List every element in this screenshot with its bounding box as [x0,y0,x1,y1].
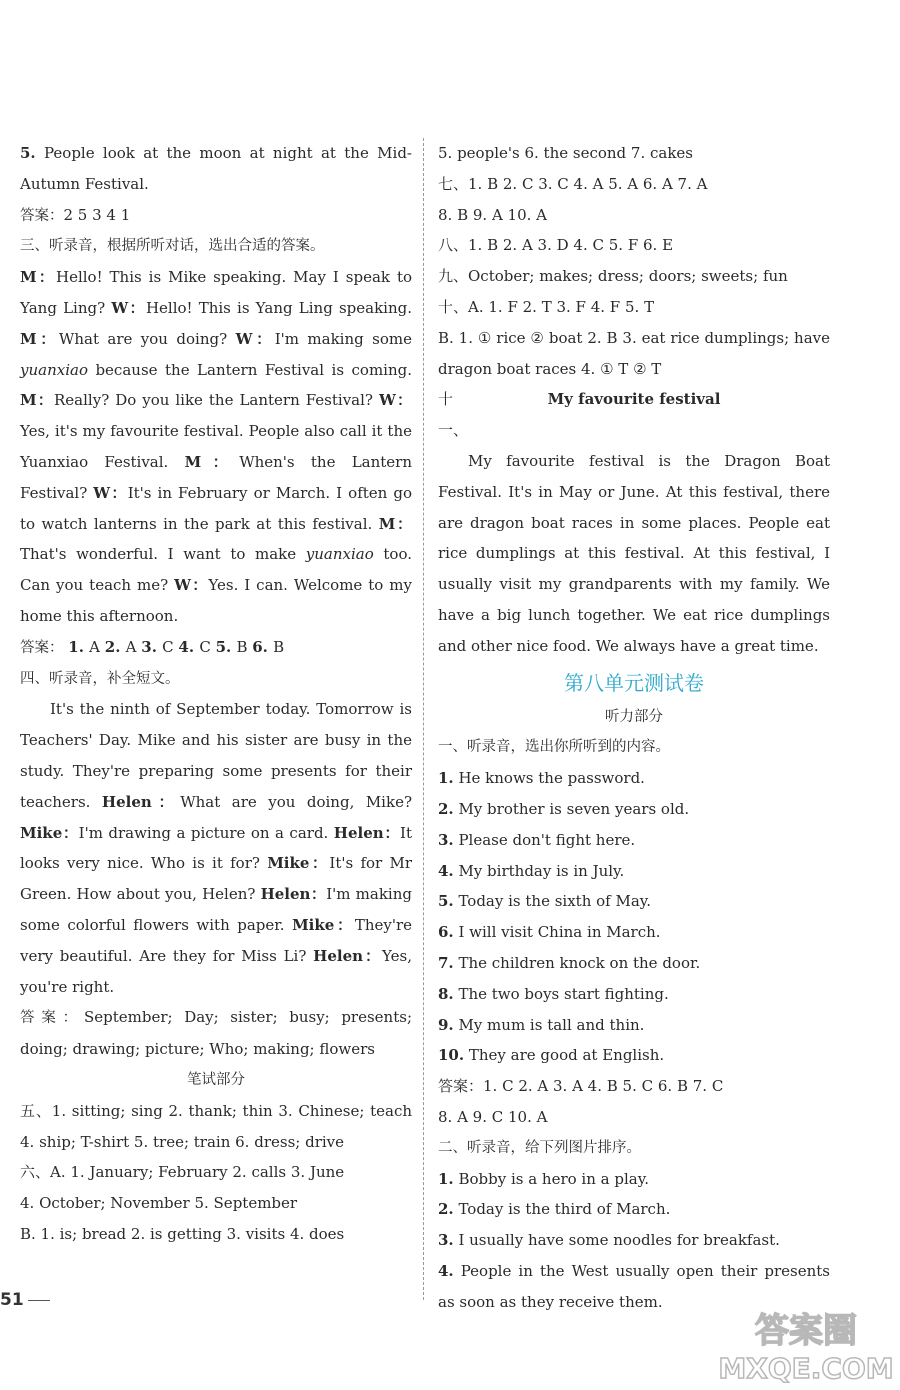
column-divider [423,138,424,1300]
answer-num: 5. [215,637,237,656]
item-text: He knows the password. [458,769,645,788]
answer-num: 2. [104,637,126,656]
item-number: 4. [438,1261,454,1280]
passage-section4 [20,694,412,1002]
item-text: I will visit China in March. [458,923,661,942]
listening-part-title: 听力部分 [605,708,663,725]
item-number: 2. [438,799,454,818]
speech-text: That's wonderful. I want to make [20,545,306,564]
right-column [438,138,830,1317]
left-column [20,138,412,1250]
section-6-line3: B. 1. is; bread 2. is getting 3. visits 4. does [20,1224,345,1243]
essay-title-row [438,384,830,446]
list-item [438,979,830,1010]
item-number: 6. [438,923,454,942]
section-10a-answers: 十、A. 1. F 2. T 3. F 4. F 5. T [438,297,655,316]
item-number: 2. [438,1200,454,1219]
answer-values: September; Day; sister; busy; presents; doing; drawing; picture; Who; making; flowers [20,1008,412,1059]
item-text: Today is the third of March. [458,1200,671,1219]
item-text: They are good at English. [468,1046,665,1065]
speaker-label: Mike： [267,854,330,873]
item-number: 3. [438,830,454,849]
answer-line-section4 [20,1002,412,1065]
dialogue-section3 [20,262,412,632]
section-7-answers: 七、1. B 2. C 3. C 4. A 5. A 6. A 7. A [438,174,708,193]
item-number: 1. [438,1169,454,1188]
item-text: I usually have some noodles for breakfast. [458,1231,780,1250]
item-text: My mum is tall and thin. [458,1015,645,1034]
item-number: 10. [438,1046,465,1065]
list-item [438,763,830,794]
page-number-text: 51 [0,1290,24,1310]
answer-num: 3. [141,637,163,656]
speaker-label: Helen： [333,823,401,842]
speech-text: I'm drawing a picture on a card. [78,823,334,842]
speaker-label: M： [20,329,59,348]
answer-val: A [89,637,105,656]
speaker-label: W： [378,391,412,410]
speaker-label: Helen： [260,885,327,904]
answers-line-r1: 5. people's 6. the second 7. cakes [438,144,693,162]
watermark-logo-text: 答案圈 [755,1311,857,1351]
speech-text: It looks very nice. Who is it for? [20,823,412,873]
speech-text: What are you doing? [58,329,236,348]
unit-8-title: 第八单元测试卷 [564,670,704,695]
item-text: Bobby is a hero in a play. [458,1169,649,1188]
answer-val: A [125,637,142,656]
item-number: 1. [438,769,454,788]
unit8-answer-line1: 答案：1. C 2. A 3. A 4. B 5. C 6. B 7. C [438,1077,724,1096]
speech-text: Yes, it's my favourite festival. People also call it the Yuanxiao Festival. [20,422,412,471]
section-4-heading: 四、听录音，补全短文。 [20,670,180,687]
section-10b-answers: B. 1. ① rice ② boat 2. B 3. eat rice dumplings; have dragon boat races 4. ① T ② T [438,328,830,378]
speech-text: yuanxiao [20,360,88,379]
answer-values: 2 5 3 4 1 [63,205,131,224]
speech-text: When's the Lantern Festival? [20,452,413,502]
answer-num: 1. [68,637,90,656]
answer-label: 答案： [20,639,64,656]
list-item [438,794,830,825]
speaker-label: Mike： [292,915,355,934]
speech-text: yuanxiao [305,545,374,564]
section-6-line2: 4. October; November 5. September [20,1194,298,1213]
speech-text: I'm making some colorful flowers with paper. [20,885,412,934]
speech-text: Yes. I can. Welcome to my home this afternoon. [20,576,412,625]
watermark-url-text: MXQE.COM [718,1352,894,1385]
speaker-label: W： [93,483,128,502]
speaker-label: Helen： [101,792,181,811]
item-number: 4. [438,861,454,880]
unit8-section-2-list [438,1164,830,1318]
answer-val: B [236,637,253,656]
written-part-title: 笔试部分 [187,1071,245,1088]
unit8-section-2-heading: 二、听录音，给下列图片排序。 [438,1139,641,1156]
answer-label: 答案： [20,207,64,224]
item-number: 3. [438,1231,454,1250]
speech-text: Hello! This is Mike speaking. May I speak to Yang Ling? [20,268,412,317]
section-9-answers: 九、October; makes; dress; doors; sweets; fun [438,267,788,286]
item-text: My brother is seven years old. [458,799,690,818]
list-item [438,1164,830,1195]
item-text: The children knock on the door. [458,953,701,972]
answer-line-section2 [20,200,412,232]
answer-val: C [199,637,216,656]
item-number: 9. [438,1015,454,1034]
speech-text: It's the ninth of September today. Tomorrow is Teachers' Day. Mike and his sister are busy in the study. They're preparing some presents for their teachers. [20,700,412,811]
speaker-label: M： [20,268,56,287]
item-text: My birthday is in July. [458,861,625,880]
item-text: People look at the moon at night at the Mid-Autumn Festival. [20,144,412,193]
list-item [438,1040,830,1071]
speaker-label: W： [111,298,146,317]
speech-text: It's for Mr Green. How about you, Helen? [20,854,412,904]
answer-val: B [273,637,285,656]
list-item [438,1010,830,1041]
speaker-label: Mike： [20,823,79,842]
answer-line-section3 [20,632,412,664]
list-item [438,948,830,979]
list-item [438,1225,830,1256]
item-text: The two boys start fighting. [458,984,669,1003]
item-number: 5. [20,144,36,162]
speech-text: Really? Do you like the Lantern Festival? [54,391,379,410]
list-item [438,856,830,887]
speaker-label: M： [20,391,55,410]
page-number [0,1290,50,1310]
section-8-answers: 八、1. B 2. A 3. D 4. C 5. F 6. E [438,236,674,255]
speech-text: It's in February or March. I often go to watch lanterns in the park at this festival. [20,483,412,533]
speech-text: too. Can you teach me? [20,545,412,595]
speech-text: Hello! This is Yang Ling speaking. [145,298,412,317]
item-text: Please don't fight here. [458,830,636,849]
section-7-answers-cont: 8. B 9. A 10. A [438,205,548,224]
watermark-logo [716,1300,896,1386]
unit8-answer-line2: 8. A 9. C 10. A [438,1107,548,1126]
answer-num: 4. [178,637,200,656]
section-11-number: 十一、 [438,390,469,440]
speech-text: What are you doing, Mike? [180,792,412,811]
speaker-label: Helen： [313,946,383,965]
essay-body: My favourite festival is the Dragon Boat Festival. It's in May or June. At this festival, there are dragon boat races in some places. People eat rice dumplings at this festival. At this festival, I usually visit my grandparents with my family. We have a big lunch together. We eat rice dumplings and other nice food. We always have a great time. [438,451,830,655]
section-6-line1: 六、A. 1. January; February 2. calls 3. June [20,1163,345,1182]
speech-text: because the Lantern Festival is coming. [87,360,412,379]
unit8-section-1-heading: 一、听录音，选出你所听到的内容。 [438,739,670,756]
answer-label: 答案： [20,1010,85,1027]
item-text: Today is the sixth of May. [458,892,652,911]
listening-item-5 [20,138,412,200]
essay-title: My favourite festival [547,390,721,409]
list-item [438,886,830,917]
page-number-rule [28,1300,50,1301]
speaker-label: M： [184,452,240,471]
speaker-label: M： [378,514,413,533]
speaker-label: W： [174,576,209,595]
section-5-answers: 五、1. sitting; sing 2. thank; thin 3. Chinese; teach 4. ship; T-shirt 5. tree; train 6. dress; drive [20,1101,412,1151]
answer-val: C [162,637,179,656]
speaker-label: W： [235,329,275,348]
item-number: 8. [438,984,454,1003]
answer-num: 6. [252,637,274,656]
list-item [438,1194,830,1225]
speech-text: They're very beautiful. Are they for Miss Li? [20,915,412,965]
list-item [438,917,830,948]
speech-text: I'm making some [274,329,412,348]
item-number: 5. [438,892,454,911]
section-3-heading: 三、听录音，根据所听对话，选出合适的答案。 [20,238,325,255]
item-text: People in the West usually open their presents as soon as they receive them. [438,1261,830,1311]
unit8-section-1-list [438,763,830,1071]
speech-text: Yes, you're right. [20,946,412,996]
item-number: 7. [438,953,454,972]
list-item [438,825,830,856]
